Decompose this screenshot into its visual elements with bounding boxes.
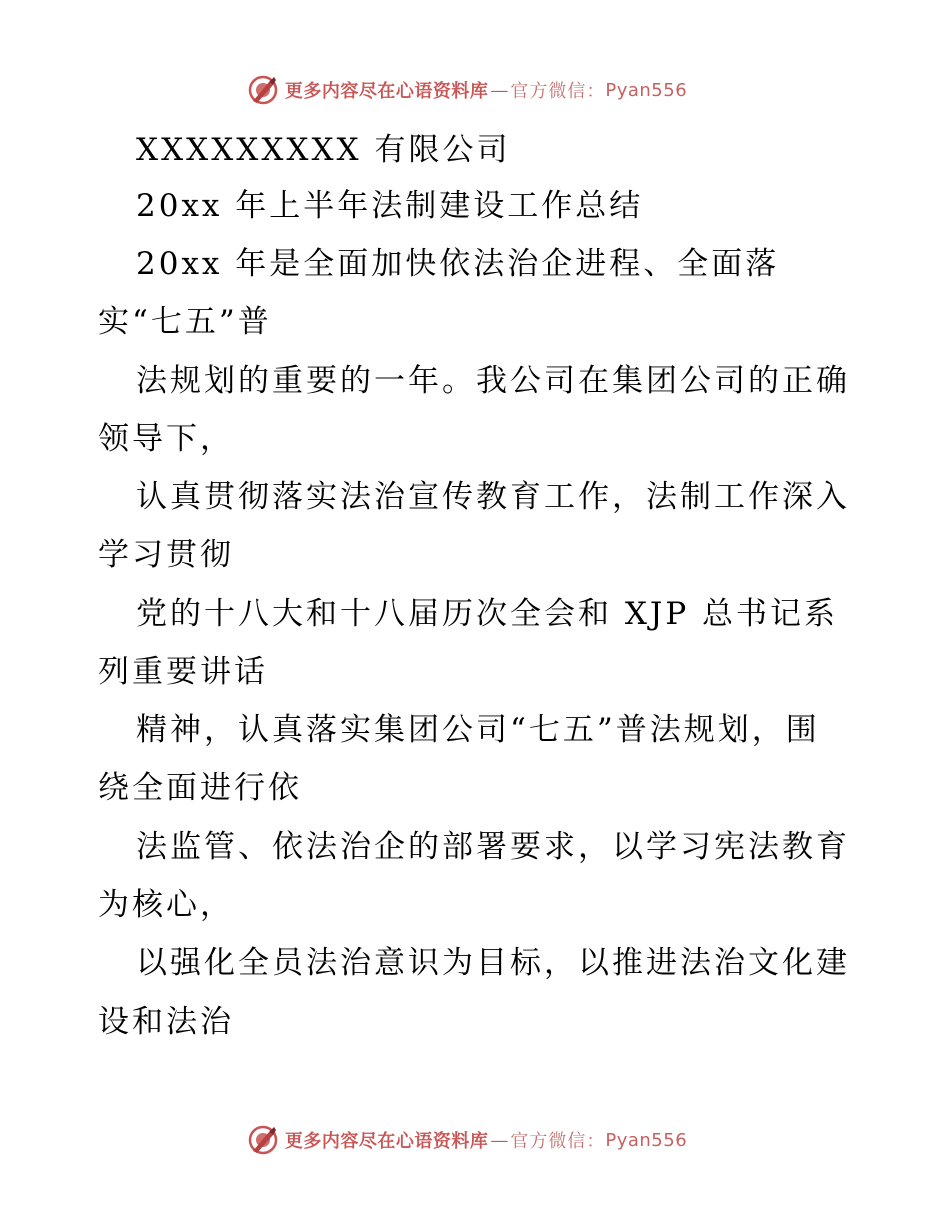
paragraph-line: 绕全面进行依 (98, 770, 302, 806)
pen-logo-icon (247, 1124, 279, 1156)
banner-dash: — (490, 1129, 509, 1151)
paragraph-line: 领导下， (98, 421, 234, 457)
banner-main-text: 更多内容尽在心语资料库 (284, 81, 489, 102)
header-banner (0, 70, 950, 110)
banner-sub-text: 官方微信： (510, 81, 606, 102)
paragraph-line: 精神，认真落实集团公司“七五”普法规划，围 (136, 712, 820, 748)
company-name-line: XXXXXXXXX 有限公司 (136, 132, 511, 168)
paragraph-line: 学习贯彻 (98, 537, 234, 573)
banner-sub-text: 官方微信： (510, 1131, 606, 1152)
paragraph-line: 设和法治 (98, 1004, 234, 1040)
paragraph-line: 列重要讲话 (98, 654, 268, 690)
footer-banner (0, 1120, 950, 1160)
paragraph-line: 法监管、依法治企的部署要求，以学习宪法教育 (136, 829, 850, 865)
paragraph-line: 为核心， (98, 887, 234, 923)
banner-content (247, 1124, 687, 1156)
banner-wechat-id: Pyan556 (605, 1129, 688, 1151)
paragraph-line: 实“七五”普 (98, 304, 272, 340)
banner-dash: — (490, 79, 509, 101)
paragraph-line: 20xx 年是全面加快依法治企进程、全面落 (136, 246, 780, 282)
paragraph-line: 党的十八大和十八届历次全会和 XJP 总书记系 (136, 596, 839, 632)
banner-main-text: 更多内容尽在心语资料库 (284, 1131, 489, 1152)
banner-content (247, 74, 687, 106)
paragraph-line: 法规划的重要的一年。我公司在集团公司的正确 (136, 363, 850, 399)
paragraph-line: 认真贯彻落实法治宣传教育工作，法制工作深入 (136, 479, 850, 515)
banner-wechat-id: Pyan556 (605, 79, 688, 101)
document-title-line: 20xx 年上半年法制建设工作总结 (136, 188, 644, 224)
paragraph-line: 以强化全员法治意识为目标，以推进法治文化建 (136, 945, 850, 981)
pen-logo-icon (247, 74, 279, 106)
